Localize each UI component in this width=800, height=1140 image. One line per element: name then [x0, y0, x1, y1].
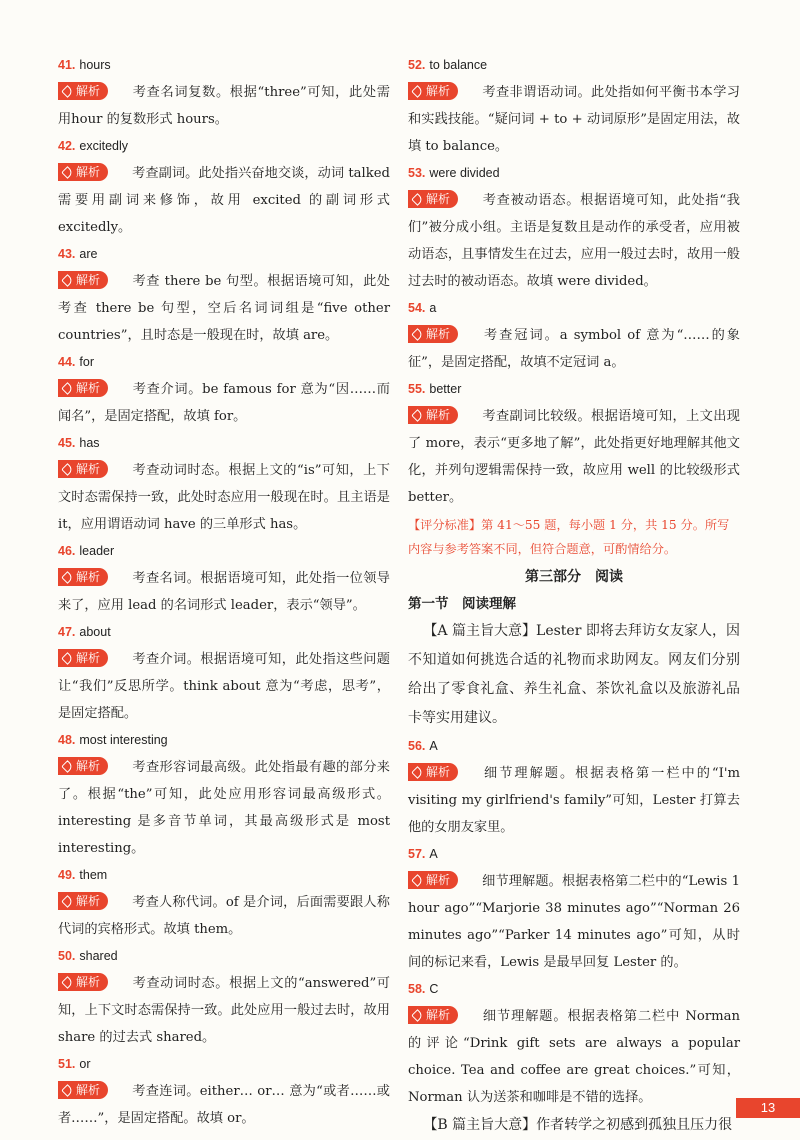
analysis-tag: 解析: [58, 568, 108, 586]
explanation: 考查冠词。a symbol of 意为“……的象征”，是固定搭配，故填不定冠词 a。: [408, 328, 740, 370]
question-number: 51.: [58, 1057, 76, 1071]
answer: or: [79, 1057, 91, 1071]
left-column: [58, 52, 390, 1132]
pen-icon: [61, 166, 74, 179]
explanation: 考查名词。根据语境可知，此处指一位领导来了，应用 lead 的名词形式 leader，表示“领导”。: [58, 571, 390, 613]
q50: [58, 943, 390, 1051]
explanation: 考查形容词最高级。此处指最有趣的部分来了。根据“the”可知，此处应用形容词最高级形式。interesting 是多音节单词，其最高级形式是 most interesting。: [58, 760, 390, 856]
answer: C: [429, 982, 439, 996]
analysis-tag: 解析: [58, 163, 108, 181]
pen-icon: [61, 1084, 74, 1097]
analysis-tag: 解析: [408, 82, 458, 100]
explanation: 细节理解题。根据表格第二栏中 Norman 的评论“Drink gift sets are always a popular choice. Tea and coffee are great choices.”可知，Norman 认为送茶和咖啡是不错的选择。: [408, 1009, 740, 1105]
explanation: 考查副词比较级。根据语境可知，上文出现了 more，表示“更多地了解”，此处指更好地理解其他文化，并列句逻辑需保持一致，故应用 well 的比较级形式 better。: [408, 409, 740, 505]
question-number: 58.: [408, 982, 426, 996]
question-number: 56.: [408, 739, 426, 753]
explanation: 考查副词。此处指兴奋地交谈，动词 talked 需要用副词来修饰，故用 excited 的副词形式 excitedly。: [58, 166, 390, 235]
passage-b-summary: 【B 篇主旨大意】作者转学之初感到孤独且压力很: [423, 1117, 733, 1133]
scoring-note: 【评分标准】第 41～55 题，每小题 1 分，共 15 分。所写内容与参考答案不同，但符合题意，可酌情给分。: [408, 518, 730, 556]
answer: for: [79, 355, 94, 369]
answer: to balance: [429, 58, 488, 72]
q51: [58, 1051, 390, 1132]
analysis-tag: 解析: [58, 973, 108, 991]
answer: about: [79, 625, 111, 639]
explanation: 细节理解题。根据表格第一栏中的“I'm visiting my girlfriend's family”可知，Lester 打算去他的女朋友家里。: [408, 766, 740, 835]
answer: A: [429, 847, 438, 861]
question-number: 47.: [58, 625, 76, 639]
answer: were divided: [429, 166, 500, 180]
q44: [58, 349, 390, 430]
pen-icon: [61, 652, 74, 665]
pen-icon: [411, 1009, 424, 1022]
pen-icon: [411, 874, 424, 887]
question-number: 42.: [58, 139, 76, 153]
answer: hours: [79, 58, 111, 72]
explanation: 考查非谓语动词。此处指如何平衡书本学习和实践技能。“疑问词 + to + 动词原形”是固定用法，故填 to balance。: [408, 85, 740, 154]
analysis-tag: 解析: [58, 757, 108, 775]
answer: better: [429, 382, 462, 396]
q49: [58, 862, 390, 943]
explanation: 考查介词。be famous for 意为“因……而闻名”，是固定搭配，故填 for。: [58, 382, 390, 424]
q55: [408, 376, 740, 511]
q45: [58, 430, 390, 538]
question-number: 43.: [58, 247, 76, 261]
section-title: 第一节 阅读理解: [408, 596, 516, 611]
analysis-tag: 解析: [408, 1006, 458, 1024]
q42: [58, 133, 390, 241]
explanation: 考查动词时态。根据上文的“answered”可知，上下文时态需保持一致。此处应用一般过去时，故用 share 的过去式 shared。: [58, 976, 390, 1045]
q47: [58, 619, 390, 727]
q46: [58, 538, 390, 619]
analysis-tag: 解析: [58, 379, 108, 397]
question-number: 45.: [58, 436, 76, 450]
pen-icon: [411, 85, 424, 98]
right-column: [408, 52, 740, 1140]
question-number: 50.: [58, 949, 76, 963]
pen-icon: [61, 85, 74, 98]
question-number: 54.: [408, 301, 426, 315]
answer: leader: [79, 544, 115, 558]
analysis-tag: 解析: [58, 1081, 108, 1099]
question-number: 49.: [58, 868, 76, 882]
explanation: 考查 there be 句型。根据语境可知，此处考查 there be 句型，空后名词词组是“five other countries”，且时态是一般现在时，故填 are。: [58, 274, 390, 343]
explanation: 考查被动语态。根据语境可知，此处指“我们”被分成小组。主语是复数且是动作的承受者，应用被动语态，且事情发生在过去，应用一般过去时，故用一般过去时的被动语态。故填 were divided。: [408, 193, 740, 289]
analysis-tag: 解析: [58, 82, 108, 100]
answer: most interesting: [79, 733, 168, 747]
q54: [408, 295, 740, 376]
q56: [408, 733, 740, 841]
explanation: 考查动词时态。根据上文的“is”可知，上下文时态需保持一致，此处时态应用一般现在时。且主语是 it，应用谓语动词 have 的三单形式 has。: [58, 463, 390, 532]
analysis-tag: 解析: [408, 871, 458, 889]
pen-icon: [61, 571, 74, 584]
analysis-tag: 解析: [408, 325, 458, 343]
question-number: 53.: [408, 166, 426, 180]
pen-icon: [411, 766, 424, 779]
pen-icon: [411, 328, 424, 341]
question-number: 44.: [58, 355, 76, 369]
question-number: 41.: [58, 58, 76, 72]
answer: excitedly: [79, 139, 129, 153]
q52: [408, 52, 740, 160]
pen-icon: [61, 895, 74, 908]
analysis-tag: 解析: [408, 190, 458, 208]
q41: [58, 52, 390, 133]
q57: [408, 841, 740, 976]
part-title: 第三部分 阅读: [525, 568, 623, 584]
pen-icon: [411, 193, 424, 206]
explanation: 考查名词复数。根据“three”可知，此处需用hour 的复数形式 hours。: [58, 85, 390, 127]
explanation: 考查人称代词。of 是介词，后面需要跟人称代词的宾格形式。故填 them。: [58, 895, 390, 937]
pen-icon: [61, 274, 74, 287]
q43: [58, 241, 390, 349]
question-number: 52.: [408, 58, 426, 72]
analysis-tag: 解析: [58, 649, 108, 667]
question-number: 55.: [408, 382, 426, 396]
explanation: 考查介词。根据语境可知，此处指这些问题让“我们”反思所学。think about 意为“考虑，思考”，是固定搭配。: [58, 652, 390, 721]
answer: A: [429, 739, 438, 753]
analysis-tag: 解析: [58, 271, 108, 289]
pen-icon: [61, 382, 74, 395]
pen-icon: [61, 976, 74, 989]
analysis-tag: 解析: [408, 406, 458, 424]
analysis-tag: 解析: [58, 460, 108, 478]
page-number: 13: [736, 1098, 800, 1118]
answer: a: [429, 301, 437, 315]
pen-icon: [61, 760, 74, 773]
explanation: 考查连词。either… or… 意为“或者……或者……”，是固定搭配。故填 or。: [58, 1084, 390, 1126]
question-number: 46.: [58, 544, 76, 558]
answer: has: [79, 436, 100, 450]
pen-icon: [411, 409, 424, 422]
q48: [58, 727, 390, 862]
question-number: 48.: [58, 733, 76, 747]
passage-a-summary: 【A 篇主旨大意】Lester 即将去拜访女友家人，因不知道如何挑选合适的礼物而求助网友。网友们分别给出了零食礼盒、养生礼盒、茶饮礼盒以及旅游礼品卡等实用建议。: [408, 623, 740, 726]
pen-icon: [61, 463, 74, 476]
q53: [408, 160, 740, 295]
q58: [408, 976, 740, 1111]
answer: shared: [79, 949, 118, 963]
analysis-tag: 解析: [58, 892, 108, 910]
answer: them: [79, 868, 108, 882]
answer: are: [79, 247, 98, 261]
question-number: 57.: [408, 847, 426, 861]
explanation: 细节理解题。根据表格第二栏中的“Lewis 1 hour ago”“Marjorie 38 minutes ago”“Norman 26 minutes ago”“Parker 14 minutes ago”可知，从时间的标记来看，Lewis 是最早回复 Lester 的。: [408, 874, 740, 970]
analysis-tag: 解析: [408, 763, 458, 781]
